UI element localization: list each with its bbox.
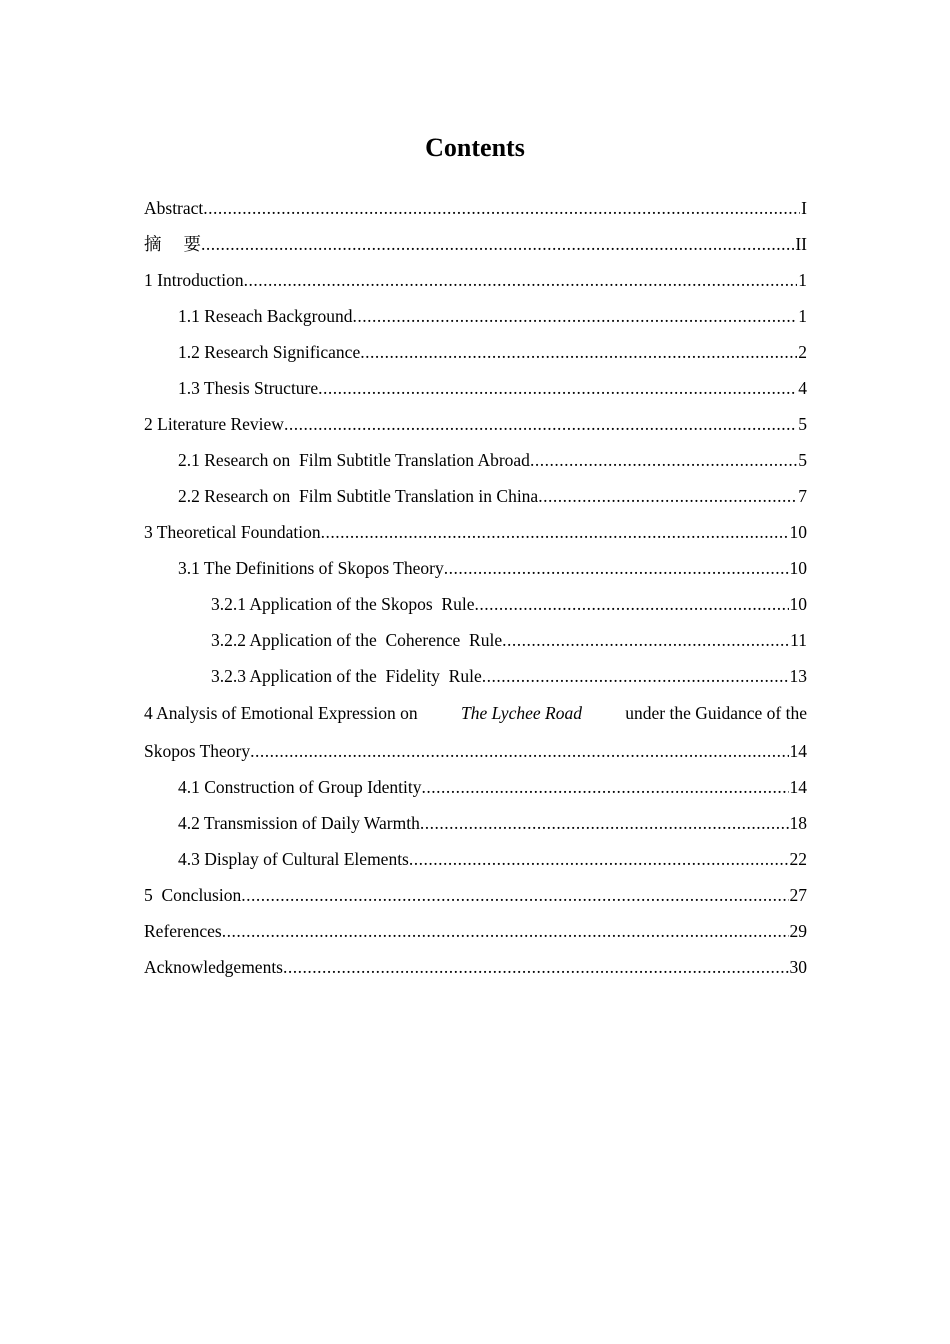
toc-entry-theoretical-foundation[interactable]: [144, 520, 807, 556]
toc-label: 1 Introduction: [144, 270, 244, 290]
toc-entry-3-1[interactable]: [144, 556, 807, 592]
toc-page-number: 1: [798, 270, 807, 290]
dot-leader: [222, 919, 789, 943]
toc-page-number: 5: [798, 414, 807, 434]
toc-label-char: 摘: [144, 234, 162, 254]
toc-entry-4-3[interactable]: [144, 847, 807, 883]
toc-label: 1.3 Thesis Structure: [178, 378, 319, 398]
dot-leader: [352, 304, 797, 328]
toc-label: 3.2.2 Application of the Coherence Rule: [211, 630, 503, 650]
toc-label-char: 要: [183, 234, 201, 254]
dot-leader: [283, 955, 789, 979]
toc-page-number: 13: [789, 666, 807, 686]
toc-page-number: 10: [789, 558, 807, 578]
toc-page-number: 14: [789, 777, 807, 797]
dot-leader: [502, 628, 789, 652]
toc-page-number: 1: [798, 306, 807, 326]
toc-label: 4.1 Construction of Group Identity: [178, 777, 422, 797]
toc-entry-3-2-2[interactable]: [144, 628, 807, 664]
dot-leader: [203, 196, 800, 220]
toc-page-number: 11: [790, 630, 807, 650]
dot-leader: [538, 484, 797, 508]
dot-leader: [244, 268, 798, 292]
toc-label: Skopos Theory: [144, 741, 251, 761]
dot-leader: [284, 412, 797, 436]
dot-leader: [321, 520, 789, 544]
toc-label: 3.2.1 Application of the Skopos Rule: [211, 594, 475, 614]
dot-leader: [318, 376, 797, 400]
toc-label: 4.2 Transmission of Daily Warmth: [178, 813, 420, 833]
toc-page-number: 7: [798, 486, 807, 506]
dot-leader: [201, 232, 794, 256]
toc-page-number: 22: [789, 849, 807, 869]
toc-page-number: 10: [789, 522, 807, 542]
toc-entry-literature-review[interactable]: [144, 412, 807, 448]
toc-page-number: 29: [789, 921, 807, 941]
toc-entry-4-1[interactable]: [144, 775, 807, 811]
toc-page-number: 10: [789, 594, 807, 614]
dot-leader: [420, 811, 789, 835]
toc-label: 4.3 Display of Cultural Elements: [178, 849, 409, 869]
toc-label-film-title: The Lychee Road: [460, 703, 582, 723]
dot-leader: [444, 556, 789, 580]
toc-entry-1-1[interactable]: [144, 304, 807, 340]
toc-page-number: 2: [798, 342, 807, 362]
dot-leader: [360, 340, 797, 364]
dot-leader: [241, 883, 788, 907]
toc-label-part: 4 Analysis of Emotional Expression on: [144, 703, 418, 723]
toc-label: 3 Theoretical Foundation: [144, 522, 321, 542]
dot-leader: [409, 847, 789, 871]
toc-page-number: 5: [798, 450, 807, 470]
toc-entry-3-2-1[interactable]: [144, 592, 807, 628]
page-title: Contents: [425, 133, 525, 162]
toc-label: References: [144, 921, 222, 941]
toc-label: 3.1 The Definitions of Skopos Theory: [178, 558, 444, 578]
toc-entry-chapter-4-line-1[interactable]: [144, 701, 807, 739]
toc-page-number: I: [801, 198, 807, 218]
toc-entry-chinese-abstract[interactable]: [144, 232, 807, 268]
toc-page-number: 27: [789, 885, 807, 905]
toc-label: 5 Conclusion: [144, 885, 242, 905]
toc-page-number: 30: [789, 957, 807, 977]
dot-leader: [422, 775, 789, 799]
toc-label: Abstract: [144, 198, 204, 218]
toc-label: 1.2 Research Significance: [178, 342, 361, 362]
dot-leader: [530, 448, 797, 472]
toc-label: Acknowledgements: [144, 957, 283, 977]
toc-entry-2-1[interactable]: [144, 448, 807, 484]
toc-entry-1-3[interactable]: [144, 376, 807, 412]
toc-entry-introduction[interactable]: [144, 268, 807, 304]
toc-entry-chapter-4-line-2[interactable]: [144, 739, 807, 775]
toc-entry-2-2[interactable]: [144, 484, 807, 520]
toc-label: 3.2.3 Application of the Fidelity Rule: [211, 666, 482, 686]
toc-label-part: under the Guidance of the: [625, 703, 807, 723]
toc-page-number: 14: [789, 741, 807, 761]
toc-label: 2.1 Research on Film Subtitle Translation Abroad: [178, 450, 530, 470]
toc-page-number: 4: [798, 378, 807, 398]
dot-leader: [474, 592, 788, 616]
toc-entry-abstract[interactable]: [144, 196, 807, 232]
toc-entry-acknowledgements[interactable]: [144, 955, 807, 991]
toc-label: 1.1 Reseach Background: [178, 306, 353, 326]
dot-leader: [482, 664, 789, 688]
toc-entry-4-2[interactable]: [144, 811, 807, 847]
toc-entry-1-2[interactable]: [144, 340, 807, 376]
toc-label: [144, 232, 201, 256]
toc-entry-conclusion[interactable]: [144, 883, 807, 919]
toc-page-number: 18: [789, 813, 807, 833]
table-of-contents: [144, 196, 807, 991]
toc-label: 2.2 Research on Film Subtitle Translation in China: [178, 486, 539, 506]
toc-entry-3-2-3[interactable]: [144, 664, 807, 701]
dot-leader: [250, 739, 788, 763]
toc-entry-references[interactable]: [144, 919, 807, 955]
toc-page-number: II: [795, 234, 807, 254]
toc-label: 2 Literature Review: [144, 414, 284, 434]
